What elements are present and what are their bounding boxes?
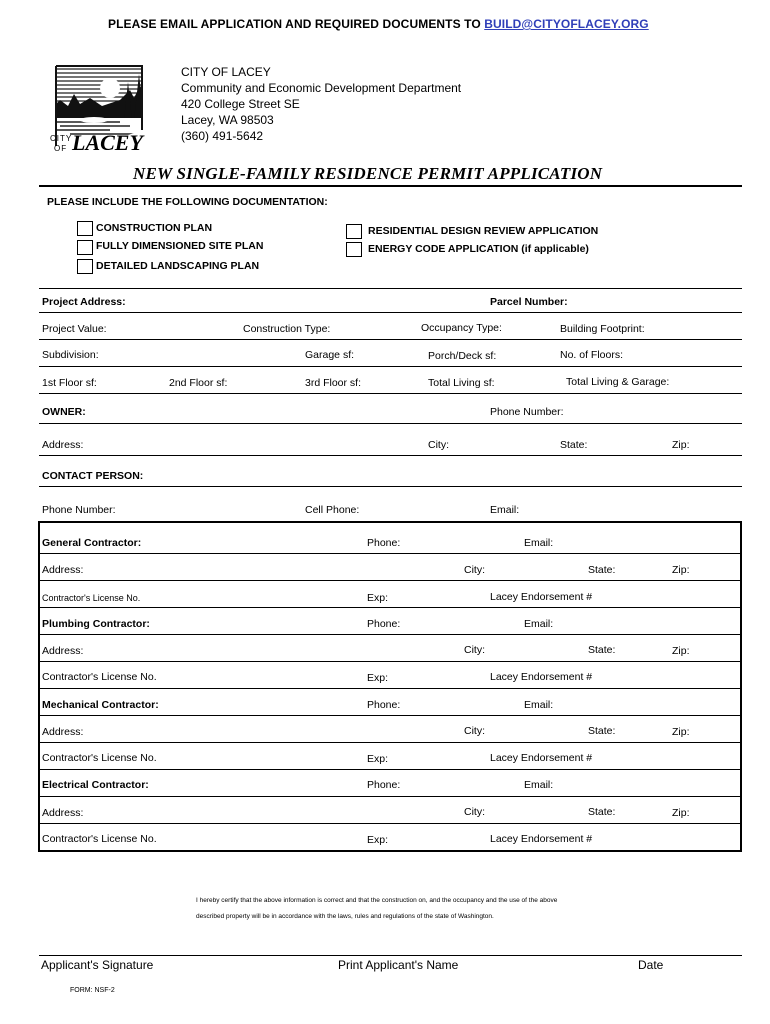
contact-cell-label: Cell Phone: [305, 504, 360, 516]
first-floor-sf-label: 1st Floor sf: [42, 377, 97, 389]
third-floor-sf-label: 3rd Floor sf: [305, 377, 362, 389]
parcel-number-label: Parcel Number: [490, 296, 568, 308]
rule [39, 393, 742, 394]
garage-sf-label: Garage sf: [305, 349, 355, 361]
electrical-email-label: Email: [524, 779, 554, 791]
mechanical-address-label: Address: [42, 726, 84, 738]
title-rule [39, 185, 742, 187]
site-plan-label: FULLY DIMENSIONED SITE PLAN [96, 240, 264, 252]
electrical-city-label: City: [464, 806, 485, 818]
documentation-heading: PLEASE INCLUDE THE FOLLOWING DOCUMENTATION: [47, 196, 328, 208]
contractors-box [38, 521, 742, 852]
general-phone-label: Phone: [367, 537, 401, 549]
plumbing-state-label: State: [588, 644, 616, 656]
plumbing-email-label: Email: [524, 618, 554, 630]
rule [39, 366, 742, 367]
rule [40, 796, 740, 797]
plumbing-exp-label: Exp: [367, 672, 389, 684]
construction-plan-checkbox[interactable] [77, 221, 93, 236]
certification-line-1: I hereby certify that the above information is correct and that the construction on, and the occupancy and the use of the above [196, 897, 558, 904]
signature-rule [39, 955, 742, 956]
plumbing-endorsement-label: Lacey Endorsement # [490, 671, 593, 683]
general-endorsement-label: Lacey Endorsement # [490, 591, 593, 603]
general-email-label: Email: [524, 537, 554, 549]
general-zip-label: Zip: [672, 564, 690, 576]
department-phone: (360) 491-5642 [181, 129, 264, 143]
site-plan-checkbox[interactable] [77, 240, 93, 255]
plumbing-city-label: City: [464, 644, 485, 656]
general-city-label: City: [464, 564, 485, 576]
plumbing-phone-label: Phone: [367, 618, 401, 630]
mechanical-endorsement-label: Lacey Endorsement # [490, 752, 593, 764]
department-name: Community and Economic Development Department [181, 81, 462, 95]
contact-email-label: Email: [490, 504, 520, 516]
rule [40, 580, 740, 581]
owner-phone-label: Phone Number: [490, 406, 564, 418]
rule [39, 312, 742, 313]
occupancy-type-label: Occupancy Type: [421, 322, 502, 334]
contact-phone-label: Phone Number: [42, 504, 116, 516]
electrical-license-label: Contractor's License No. [42, 833, 157, 845]
electrical-endorsement-label: Lacey Endorsement # [490, 833, 593, 845]
porch-deck-sf-label: Porch/Deck sf: [428, 350, 497, 362]
plumbing-zip-label: Zip: [672, 645, 690, 657]
plumbing-license-label: Contractor's License No. [42, 671, 157, 683]
mechanical-email-label: Email: [524, 699, 554, 711]
contact-heading: CONTACT PERSON: [42, 470, 144, 482]
electrical-phone-label: Phone: [367, 779, 401, 791]
city-logo [50, 60, 146, 156]
landscaping-plan-label: DETAILED LANDSCAPING PLAN [96, 260, 260, 272]
owner-address-label: Address: [42, 439, 84, 451]
rule [40, 823, 740, 824]
landscaping-plan-checkbox[interactable] [77, 259, 93, 274]
project-address-label: Project Address: [42, 296, 126, 308]
email-notice [108, 17, 649, 31]
electrical-exp-label: Exp: [367, 834, 389, 846]
rule [40, 553, 740, 554]
mechanical-phone-label: Phone: [367, 699, 401, 711]
rule [40, 715, 740, 716]
construction-plan-label: CONSTRUCTION PLAN [96, 222, 213, 234]
plumbing-contractor-label: Plumbing Contractor: [42, 618, 150, 630]
applicant-signature-label: Applicant's Signature [41, 958, 154, 972]
plumbing-address-label: Address: [42, 645, 84, 657]
certification-line-2: described property will be in accordance with the laws, rules and regulations of the state of Washington. [196, 913, 494, 920]
no-of-floors-label: No. of Floors: [560, 349, 624, 361]
rule [40, 769, 740, 770]
electrical-address-label: Address: [42, 807, 84, 819]
email-notice-text: PLEASE EMAIL APPLICATION AND REQUIRED DOCUMENTS TO [108, 17, 485, 31]
general-license-label: Contractor's License No. [42, 593, 141, 603]
building-footprint-label: Building Footprint: [560, 323, 645, 335]
mechanical-zip-label: Zip: [672, 726, 690, 738]
electrical-contractor-label: Electrical Contractor: [42, 779, 149, 791]
mechanical-city-label: City: [464, 725, 485, 737]
department-city: CITY OF LACEY [181, 65, 271, 79]
construction-type-label: Construction Type: [243, 323, 331, 335]
mechanical-exp-label: Exp: [367, 753, 389, 765]
general-contractor-label: General Contractor: [42, 537, 142, 549]
second-floor-sf-label: 2nd Floor sf: [169, 377, 228, 389]
rule [40, 742, 740, 743]
electrical-zip-label: Zip: [672, 807, 690, 819]
department-citystate: Lacey, WA 98503 [181, 113, 274, 127]
rule [40, 634, 740, 635]
electrical-state-label: State: [588, 806, 616, 818]
rule [39, 423, 742, 424]
email-link[interactable]: BUILD@CITYOFLACEY.ORG [484, 17, 649, 31]
department-block [181, 64, 461, 144]
subdivision-label: Subdivision: [42, 349, 99, 361]
logo-city-text: CITY [50, 134, 73, 143]
rule [39, 455, 742, 456]
owner-heading: OWNER: [42, 406, 86, 418]
logo-of-text: OF [54, 144, 68, 153]
form-code: FORM: NSF-2 [70, 987, 115, 994]
rule [40, 688, 740, 689]
energy-code-checkbox[interactable] [346, 242, 362, 257]
department-street: 420 College Street SE [181, 97, 300, 111]
general-address-label: Address: [42, 564, 84, 576]
rule [40, 607, 740, 608]
design-review-label: RESIDENTIAL DESIGN REVIEW APPLICATION [368, 225, 599, 237]
print-name-label: Print Applicant's Name [338, 958, 459, 972]
total-living-garage-label: Total Living & Garage: [566, 376, 670, 388]
mechanical-license-label: Contractor's License No. [42, 752, 157, 764]
owner-zip-label: Zip: [672, 439, 690, 451]
energy-code-label: ENERGY CODE APPLICATION (if applicable) [368, 243, 589, 255]
general-exp-label: Exp: [367, 592, 389, 604]
rule [40, 661, 740, 662]
rule [39, 288, 742, 289]
mechanical-state-label: State: [588, 725, 616, 737]
date-label: Date [638, 958, 664, 972]
rule [39, 486, 742, 487]
owner-state-label: State: [560, 439, 588, 451]
logo-lacey-text: LACEY [72, 130, 143, 155]
form-title: NEW SINGLE-FAMILY RESIDENCE PERMIT APPLICATION [133, 164, 603, 183]
owner-city-label: City: [428, 439, 449, 451]
rule [39, 339, 742, 340]
mechanical-contractor-label: Mechanical Contractor: [42, 699, 159, 711]
total-living-sf-label: Total Living sf: [428, 377, 495, 389]
general-state-label: State: [588, 564, 616, 576]
design-review-checkbox[interactable] [346, 224, 362, 239]
project-value-label: Project Value: [42, 323, 107, 335]
